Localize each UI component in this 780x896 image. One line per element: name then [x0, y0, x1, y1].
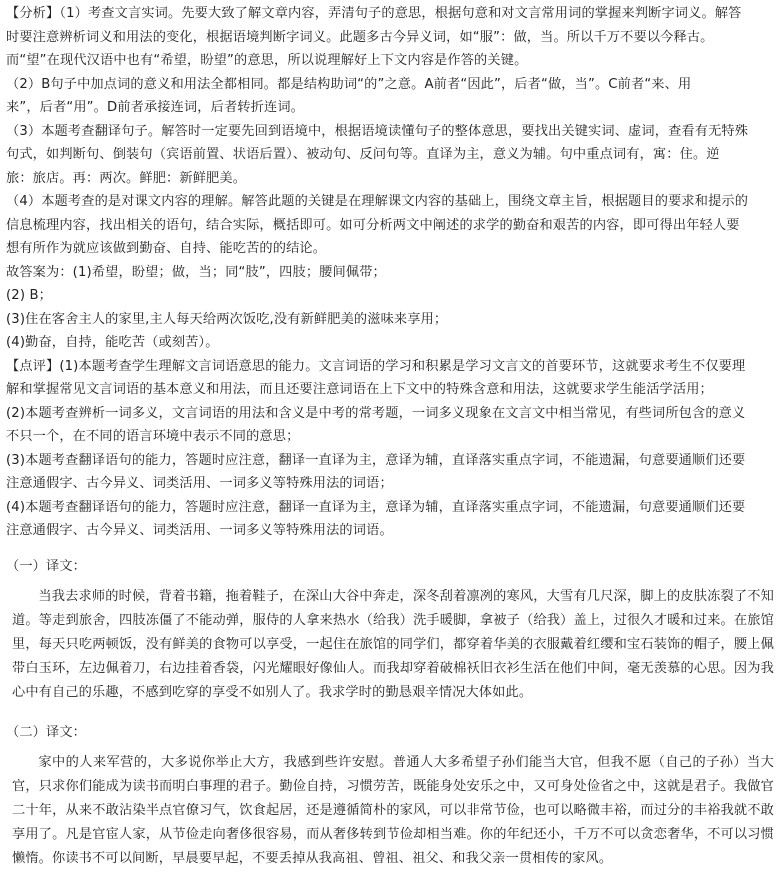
comment-line: 【点评】(1)本题考查学生理解文言词语意思的能力。文言词语的学习和积累是学习文言文的首要环节，这就要求考生不仅要理 [6, 358, 746, 374]
analysis-line: 来”，后者“用”。D前者承接连词，后者转折连词。 [6, 100, 304, 115]
answer-line: (2) B； [6, 288, 53, 303]
analysis-line: 旅：旅店。再：两次。鲜肥：新鲜肥美。 [6, 170, 247, 186]
comment-line: (2)本题考查辨析一词多义，文言词语的用法和含义是中考的常考题，一词多义现象在文言文中相当常见，有些词所包含的意义 [6, 405, 746, 421]
comment-line: 不只一个，在不同的语言环境中表示不同的意思； [6, 429, 300, 444]
comment-line: 注意通假字、古今异义、词类活用、一词多义等特殊用法的词语。 [6, 523, 393, 538]
analysis-line: 句式，如判断句、倒装句（宾语前置、状语后置）、被动句、反问句等。直译为主，意义为辅。句中重点词有，寓：住。逆 [6, 147, 720, 162]
translation-two-heading: （二）译文： [6, 724, 87, 740]
analysis-line: 信息梳理内容，找出相关的语句，结合实际，概括即可。如可分析两文中阐述的求学的勤奋和艰苦的内容，即可得出年轻人要 [6, 217, 740, 233]
answer-section [6, 261, 774, 355]
answer-line: (3)住在客舍主人的家里,主人每天给两次饭吃,没有新鲜肥美的滋味来享用； [6, 311, 448, 327]
translation-one-section [6, 555, 774, 705]
analysis-line: （4）本题考查的是对课文内容的理解。解答此题的关键是在理解课文内容的基础上，围绕文章主旨，根据题目的要求和提示的 [6, 194, 749, 209]
analysis-line: （2）B句子中加点词的意义和用法全都相同。都是结构助词“的”之意。A前者“因此”，后者“做，当”。C前者“来、用 [6, 76, 692, 92]
analysis-section [6, 2, 774, 261]
answer-line: (4)勤奋，自持，能吃苦（或刻苦）。 [6, 335, 219, 350]
translation-one-body: 当我去求师的时候，背着书籍，拖着鞋子，在深山大谷中奔走，深冬刮着凛冽的寒风，大雪有几尺深，脚上的皮肤冻裂了不知道。等走到旅舍，四肢冻僵了不能动弹，服侍的人拿来热水（给我）洗手暖脚，拿被子（给我）盖上，过很久才暖和过来。在旅馆里，每天只吃两顿饭，没有鲜美的食物可以享受，一起住在旅馆的同学们，都穿着华美的衣服戴着红缨和宝石装饰的帽子，腰上佩带白玉环，左边佩着刀，右边挂着香袋，闪光耀眼好像仙人。而我却穿着破棉袄旧衣衫生活在他们中间，毫无羡慕的心思。因为我心中有自己的乐趣，不感到吃穿的享受不如别人了。我求学时的勤恳艰辛情况大体如此。 [12, 588, 774, 700]
analysis-line: 而“望”在现代汉语中也有“希望，盼望”的意思，所以说理解好上下文内容是作答的关键。 [6, 53, 528, 68]
comment-line: (3)本题考查翻译语句的能力，答题时应注意，翻译一直译为主，意译为辅，直译落实重点字词，不能遗漏，句意要通顺们还要 [6, 452, 746, 468]
translation-two-section [6, 721, 774, 871]
translation-one-heading: （一）译文： [6, 558, 87, 574]
comment-section [6, 355, 774, 543]
analysis-line: 【分析】（1）考查文言实词。先要大致了解文章内容，弄清句子的意思，根据句意和对文言常用词的掌握来判断字词义。解答 [6, 6, 742, 21]
analysis-line: 时要注意辨析词义和用法的变化，根据语境判断字词义。此题多古今异义词，如“服”：做，当。所以千万不要以今释古。 [6, 29, 714, 45]
analysis-line: （3）本题考查翻译句子。解答时一定要先回到语境中，根据语境读懂句子的整体意思，要找出关键实词、虚词，查看有无特殊 [6, 123, 749, 139]
translation-two-body: 家中的人来军营的，大多说你举止大方，我感到些许安慰。普通人大多希望子孙们能当大官，但我不愿（自己的子孙）当大官，只求你们能成为读书而明白事理的君子。勤俭自持，习惯劳苦，既能身处安乐之中，又可身处俭省之中，这就是君子。我做官二十年，从来不敢沾染半点官僚习气，饮食起居，还是遵循简朴的家风，可以非常节俭，也可以略微丰裕，而过分的丰裕我就不敢享用了。凡是官宦人家，从节俭走向奢侈很容易，而从奢侈转到节俭却相当难。你的年纪还小，千万不可以贪恋奢华，不可以习惯懒惰。你读书不可以间断，早晨要早起，不要丢掉从我高祖、曾祖、祖父、和我父亲一贯相传的家风。 [12, 754, 774, 866]
analysis-line: 想有所作为就应该做到勤奋、自持、能吃苦的的结论。 [6, 241, 327, 256]
answer-line: 故答案为：(1)希望，盼望；做，当；同“肢”，四肢；腰间佩带； [6, 264, 386, 280]
comment-line: 解和掌握常见文言词语的基本意义和用法，而且还要注意词语在上下文中的特殊含意和用法，这就要求学生能活学活用； [6, 382, 713, 397]
comment-line: 注意通假字、古今异义、词类活用、一词多义等特殊用法的词语； [6, 476, 393, 491]
comment-line: (4)本题考查翻译语句的能力，答题时应注意，翻译一直译为主，意译为辅，直译落实重点字词，不能遗漏，句意要通顺们还要 [6, 499, 746, 515]
